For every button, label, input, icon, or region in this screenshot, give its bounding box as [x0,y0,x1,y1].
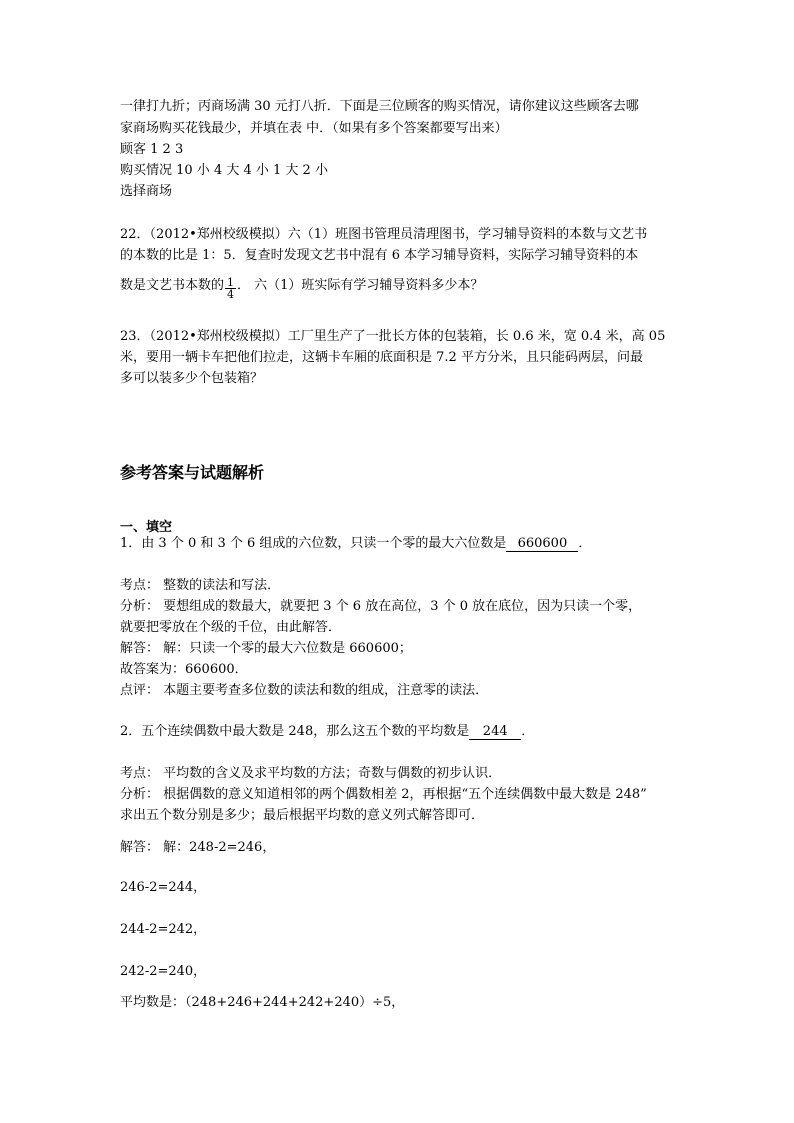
answer-1-question [120,536,591,552]
answer-2-jieda-line-1: 解答： 解：248-2=246， [120,840,276,855]
q22-text-line-2: 的本数的比是 1：5．复查时发现文艺书中混有 6 本学习辅导资料，实际学习辅导资料的本 [120,248,639,263]
answer-1-blank: 660600 [506,537,578,552]
answers-title: 参考答案与试题解析 [120,463,265,482]
q22-line-3-prefix: 数是文艺书本数的 [120,278,225,293]
answer-1-fenxi-line-2: 就要把零放在个级的千位，由此解答． [120,620,342,635]
answer-1-jieda-line-1: 解答： 解：只读一个零的最大六位数是 660600； [120,641,412,656]
answer-2-question [120,724,534,740]
answer-1-question-suffix: ． [578,536,592,551]
answer-2-question-prefix: 2．五个连续偶数中最大数是 248，那么这五个数的平均数是 [120,724,470,739]
fraction-denominator: 4 [227,288,235,301]
answer-2-fenxi-line-2: 求出五个数分别是多少；最后根据平均数的意义列式解答即可． [120,808,485,823]
fraction-numerator: 1 [227,276,235,289]
q22-line-3-suffix: ． 六（1）班实际有学习辅导资料多少本？ [237,278,484,293]
answer-2-average: 平均数是：（248+246+244+242+240）÷5， [120,995,405,1010]
q21-customer-row: 顾客 1 2 3 [120,142,184,157]
answer-2-step-3: 244-2=242， [120,922,207,937]
answer-2-step-4: 242-2=240， [120,964,207,979]
answer-2-kaodian: 考点： 平均数的含义及求平均数的方法；奇数与偶数的初步认识． [120,766,502,781]
answer-1-question-prefix: 1．由 3 个 0 和 3 个 6 组成的六位数，只读一个零的最大六位数是 [120,536,507,551]
answer-2-question-suffix: ． [521,724,535,739]
answer-2-fenxi-line-1: 分析： 根据偶数的意义知道相邻的两个偶数相差 2，再根据“五个连续偶数中最大数是 248” [120,787,647,802]
answer-1-kaodian: 考点： 整数的读法和写法． [120,578,281,593]
q23-text-line-1: 23．（2012•郑州校级模拟）工厂里生产了一批长方体的包装箱，长 0.6 米，宽 0.4 米，高 05 [120,329,666,344]
answer-1-fenxi-line-1: 分析： 要想组成的数最大，就要把 3 个 6 放在高位，3 个 0 放在底位，因为只读一个零， [120,599,642,614]
q21-text-line-2: 家商场购买花钱最少，并填在表 中．（如果有多个答案都要写出来） [120,121,508,136]
answer-2-blank: 244 [469,725,521,740]
answer-1-dianping: 点评： 本题主要考查多位数的读法和数的组成，注意零的读法． [120,683,489,698]
q22-text-line-1: 22．（2012•郑州校级模拟）六（1）班图书管理员清理图书，学习辅导资料的本数与文艺书 [120,227,648,242]
fraction-one-quarter [225,277,236,300]
q22-text-line-3 [120,274,484,301]
q21-purchase-row: 购买情况 10 小 4 大 4 小 1 大 2 小 [120,163,328,178]
q23-text-line-3: 多可以装多少个包装箱？ [120,371,264,386]
q21-text-line-1: 一律打九折；丙商场满 30 元打八折．下面是三位顾客的购买情况，请你建议这些顾客去哪 [120,99,639,114]
answer-1-jieda-line-2: 故答案为：660600． [120,662,248,677]
section-heading-fill-in: 一、填空 [120,520,173,535]
answer-2-step-2: 246-2=244， [120,880,207,895]
q21-choice-row: 选择商场 [120,184,173,199]
q23-text-line-2: 米，要用一辆卡车把他们拉走，这辆卡车厢的底面积是 7.2 平方分米，且只能码两层，问最 [120,350,643,365]
